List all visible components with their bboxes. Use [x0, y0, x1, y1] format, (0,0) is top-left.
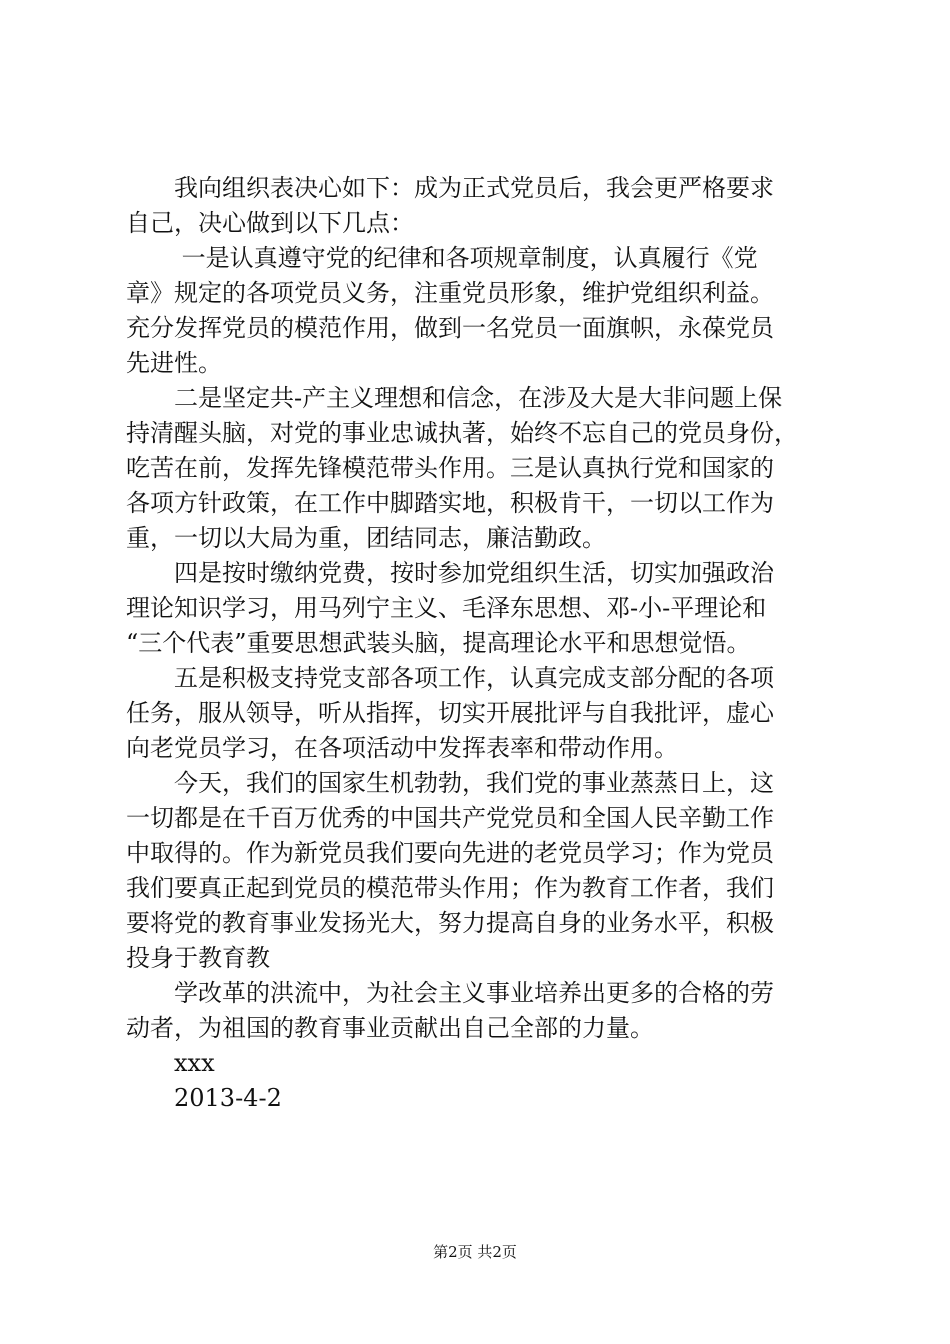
document-body: [126, 171, 846, 1116]
text-line: 持清醒头脑，对党的事业忠诚执著，始终不忘自己的党员身份，: [126, 419, 798, 447]
text-line: 自己，决心做到以下几点：: [126, 209, 414, 237]
text-line: 我向组织表决心如下：成为正式党员后，我会更严格要求: [126, 174, 774, 202]
text-line: 要将党的教育事业发扬光大，努力提高自身的业务水平，积极: [126, 909, 774, 937]
text-line: 五是积极支持党支部各项工作，认真完成支部分配的各项: [126, 664, 774, 692]
text-line: 学改革的洪流中，为社会主义事业培养出更多的合格的劳: [126, 979, 774, 1007]
signature-date: 2013-4-2: [126, 1084, 282, 1112]
text-line: 重，一切以大局为重，团结同志，廉洁勤政。: [126, 524, 606, 552]
text-line: 先进性。: [126, 349, 222, 377]
text-line: 四是按时缴纳党费，按时参加党组织生活，切实加强政治: [126, 559, 774, 587]
text-line: 各项方针政策，在工作中脚踏实地，积极肯干，一切以工作为: [126, 489, 774, 517]
text-line: 中取得的。作为新党员我们要向先进的老党员学习；作为党员: [126, 839, 774, 867]
text-line: 向老党员学习，在各项活动中发挥表率和带动作用。: [126, 734, 678, 762]
text-line: 我们要真正起到党员的模范带头作用；作为教育工作者，我们: [126, 874, 774, 902]
text-line: 吃苦在前，发挥先锋模范带头作用。三是认真执行党和国家的: [126, 454, 774, 482]
page-footer: 第2页 共2页: [433, 1243, 517, 1261]
text-line: 动者，为祖国的教育事业贡献出自己全部的力量。: [126, 1014, 654, 1042]
signature-name: xxx: [126, 1049, 215, 1077]
text-line: 充分发挥党员的模范作用，做到一名党员一面旗帜，永葆党员: [126, 314, 774, 342]
text-line: 投身于教育教: [126, 944, 270, 972]
text-line: 一切都是在千百万优秀的中国共产党党员和全国人民辛勤工作: [126, 804, 774, 832]
text-line: 理论知识学习，用马列宁主义、毛泽东思想、邓-小-平理论和: [126, 594, 767, 622]
text-line: 今天，我们的国家生机勃勃，我们党的事业蒸蒸日上，这: [126, 769, 774, 797]
text-line: 章》规定的各项党员义务，注重党员形象，维护党组织利益。: [126, 279, 774, 307]
text-line: 二是坚定共-产主义理想和信念，在涉及大是大非问题上保: [126, 384, 783, 412]
text-line: “三个代表”重要思想武装头脑，提高理论水平和思想觉悟。: [126, 629, 751, 657]
text-line: 任务，服从领导，听从指挥，切实开展批评与自我批评，虚心: [126, 699, 774, 727]
text-line: 一是认真遵守党的纪律和各项规章制度，认真履行《党: [126, 244, 758, 272]
